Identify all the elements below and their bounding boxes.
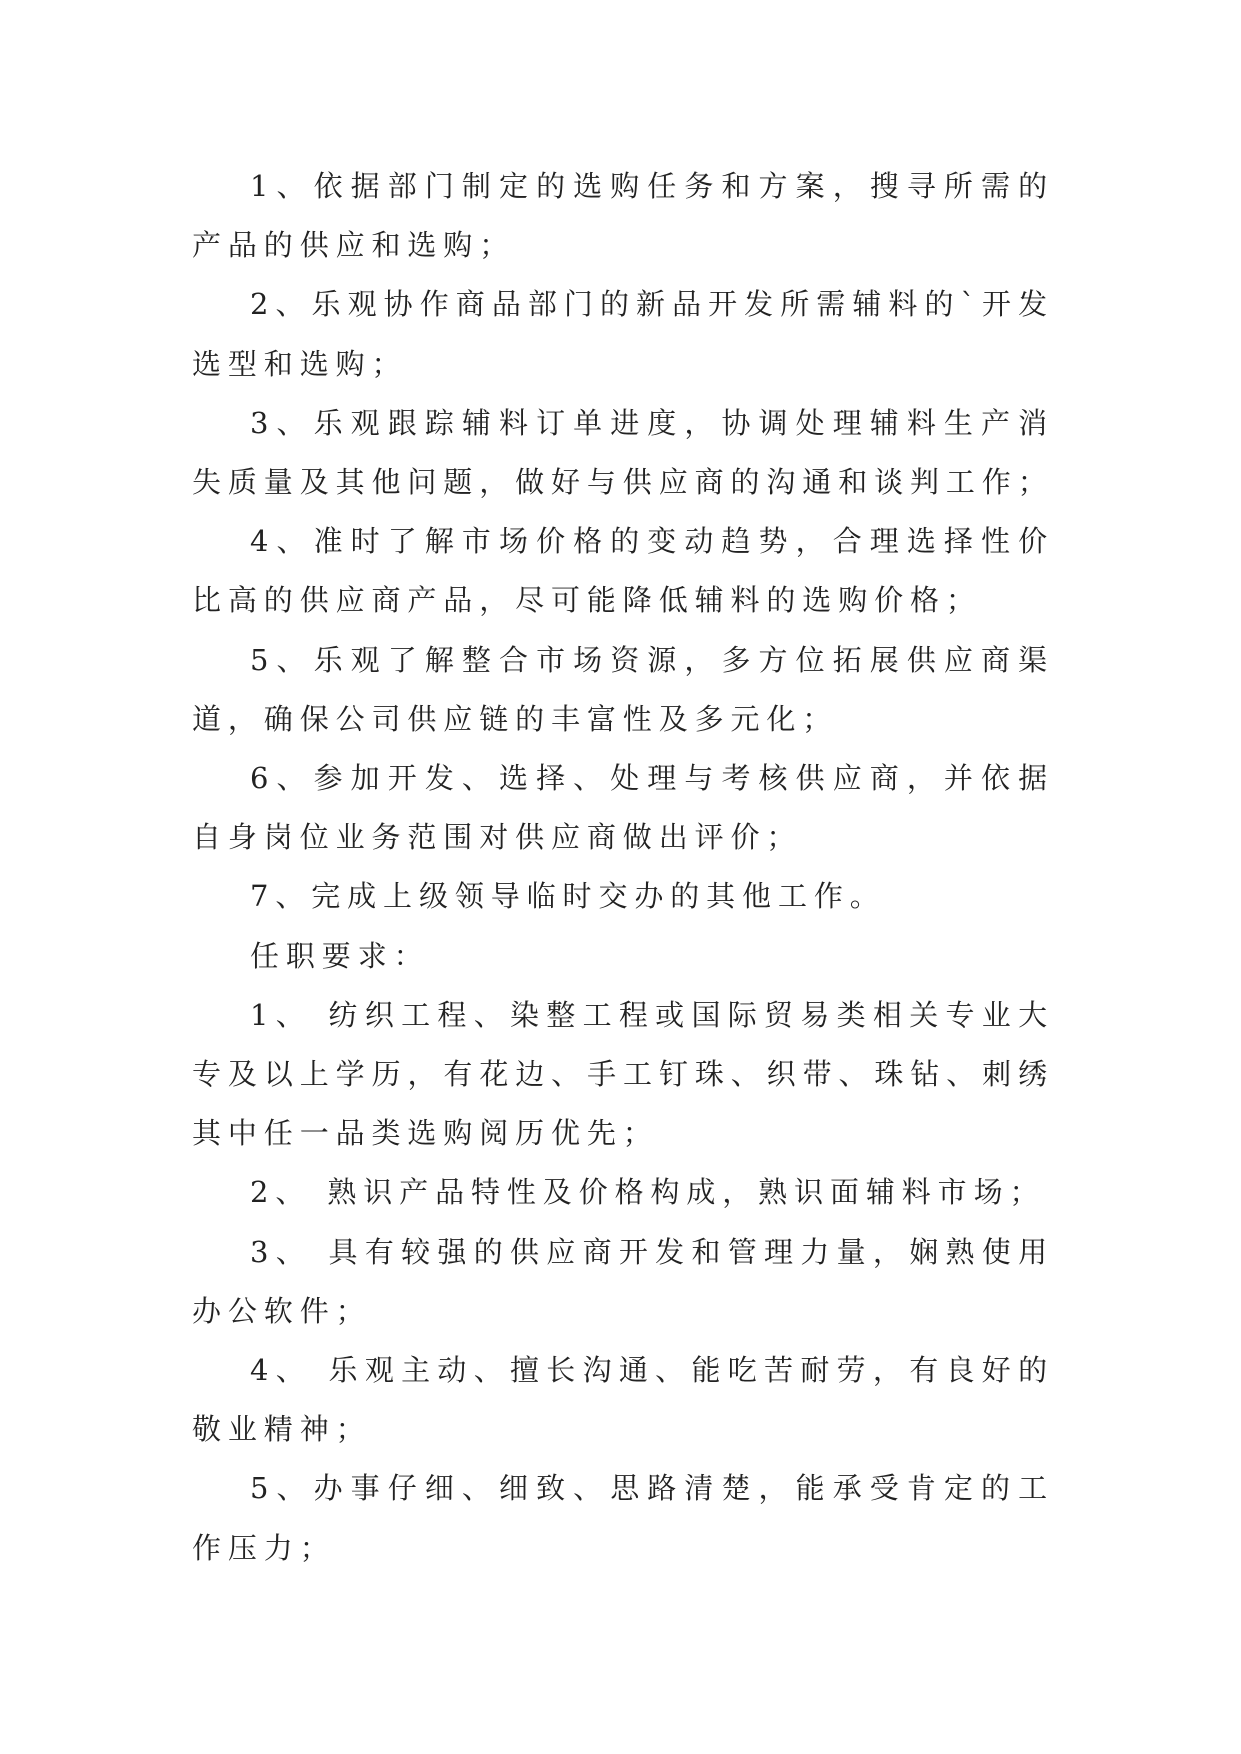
duty-item-3 [192, 394, 1054, 512]
duty-item-7-text: 7、完成上级领导临时交办的其他工作。 [250, 879, 886, 914]
duty-item-4 [192, 512, 1054, 630]
duty-item-6 [192, 749, 1054, 867]
document-body [192, 157, 1054, 1578]
duty-item-2 [192, 275, 1054, 393]
requirement-item-3-text: 3、 具有较强的供应商开发和管理力量，娴熟使用办公软件； [192, 1234, 1054, 1328]
requirement-item-4-text: 4、 乐观主动、擅长沟通、能吃苦耐劳，有良好的敬业精神； [192, 1353, 1054, 1447]
duty-item-5-text: 5、乐观了解整合市场资源，多方位拓展供应商渠道，确保公司供应链的丰富性及多元化； [192, 642, 1054, 736]
requirement-item-5-text: 5、办事仔细、细致、思路清楚，能承受肯定的工作压力； [192, 1471, 1054, 1565]
requirements-heading [192, 927, 1054, 986]
requirement-item-1 [192, 986, 1054, 1164]
requirement-item-4 [192, 1341, 1054, 1459]
requirement-item-2-text: 2、 熟识产品特性及价格构成，熟识面辅料市场； [250, 1175, 1046, 1210]
duty-item-6-text: 6、参加开发、选择、处理与考核供应商，并依据自身岗位业务范围对供应商做出评价； [192, 761, 1054, 855]
duty-item-5 [192, 631, 1054, 749]
requirement-item-3 [192, 1223, 1054, 1341]
duty-item-1 [192, 157, 1054, 275]
duty-item-7 [192, 867, 1054, 926]
duty-item-2-text: 2、乐观协作商品部门的新品开发所需辅料的`开发选型和选购； [192, 287, 1054, 381]
duty-item-4-text: 4、准时了解市场价格的变动趋势，合理选择性价比高的供应商产品，尽可能降低辅料的选购价格； [192, 524, 1054, 618]
requirements-heading-text: 任职要求： [250, 938, 430, 973]
requirement-item-2 [192, 1163, 1054, 1222]
requirement-item-5 [192, 1459, 1054, 1577]
duty-item-3-text: 3、乐观跟踪辅料订单进度，协调处理辅料生产消失质量及其他问题，做好与供应商的沟通和谈判工作； [192, 405, 1054, 500]
requirement-item-1-text: 1、 纺织工程、染整工程或国际贸易类相关专业大专及以上学历，有花边、手工钉珠、织带、珠钻、刺绣其中任一品类选购阅历优先； [192, 997, 1054, 1151]
duty-item-1-text: 1、依据部门制定的选购任务和方案，搜寻所需的产品的供应和选购； [192, 169, 1054, 263]
